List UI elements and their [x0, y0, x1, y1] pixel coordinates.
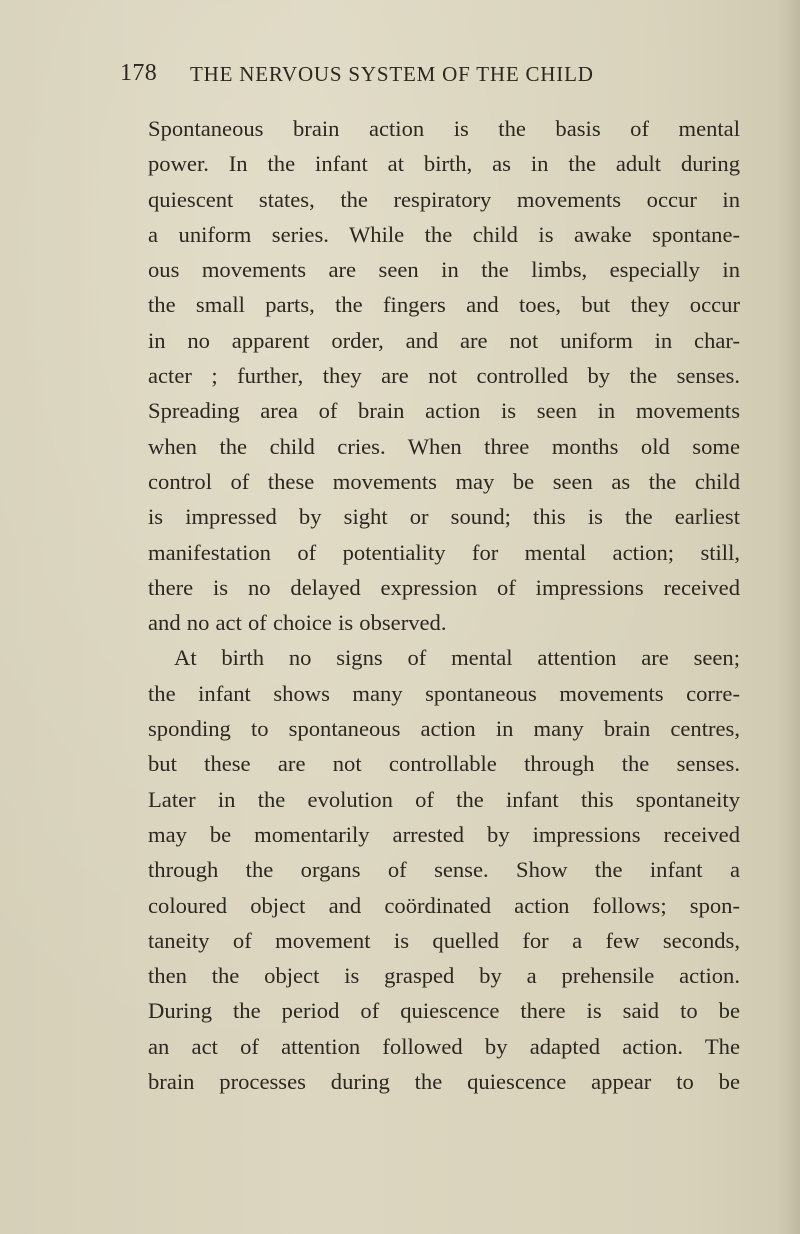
text-line: is impressed by sight or sound; this is the earliest	[148, 504, 740, 530]
text-line: At birth no signs of mental attention are seen;	[174, 645, 740, 671]
page-number: 178	[120, 60, 158, 86]
text-line: through the organs of sense. Show the infant a	[148, 857, 740, 883]
text-line: acter ; further, they are not controlled by the senses.	[148, 363, 740, 389]
text-line: Spontaneous brain action is the basis of mental	[148, 116, 740, 141]
text-line: Later in the evolution of the infant this spontaneity	[148, 786, 740, 812]
text-line: and no act of choice is observed.	[148, 610, 447, 636]
text-line: when the child cries. When three months old some	[148, 433, 740, 459]
text-line: an act of attention followed by adapted action. The	[148, 1033, 740, 1059]
paragraph	[148, 640, 740, 1099]
text-line: in no apparent order, and are not uniform in char-	[148, 327, 740, 353]
text-line: then the object is grasped by a prehensile action.	[148, 963, 740, 989]
text-line: there is no delayed expression of impressions received	[148, 574, 740, 600]
text-line: a uniform series. While the child is awake spontane-	[148, 221, 740, 247]
body-text	[148, 111, 740, 1099]
text-line: may be momentarily arrested by impressions received	[148, 821, 740, 847]
text-line: quiescent states, the respiratory movements occur in	[148, 186, 740, 212]
running-head	[120, 60, 740, 94]
text-line: taneity of movement is quelled for a few seconds,	[148, 927, 740, 953]
running-title: THE NERVOUS SYSTEM OF THE CHILD	[190, 62, 594, 86]
text-line: Spreading area of brain action is seen in movements	[148, 398, 740, 424]
text-line: power. In the infant at birth, as in the adult during	[148, 151, 740, 177]
text-line: During the period of quiescence there is said to be	[148, 998, 740, 1024]
text-line: ous movements are seen in the limbs, especially in	[148, 257, 740, 283]
text-line: manifestation of potentiality for mental action; still,	[148, 539, 740, 565]
text-line: sponding to spontaneous action in many brain centres,	[148, 716, 740, 742]
text-line: brain processes during the quiescence appear to be	[148, 1069, 740, 1095]
text-line: the infant shows many spontaneous movements corre-	[148, 680, 740, 706]
page-edge-shadow	[778, 0, 800, 1234]
text-line: the small parts, the fingers and toes, but they occur	[148, 292, 740, 318]
text-line: but these are not controllable through the senses.	[148, 751, 740, 777]
text-line: control of these movements may be seen as the child	[148, 468, 740, 494]
paragraph	[148, 111, 740, 640]
text-line: coloured object and coördinated action follows; spon-	[148, 892, 740, 918]
